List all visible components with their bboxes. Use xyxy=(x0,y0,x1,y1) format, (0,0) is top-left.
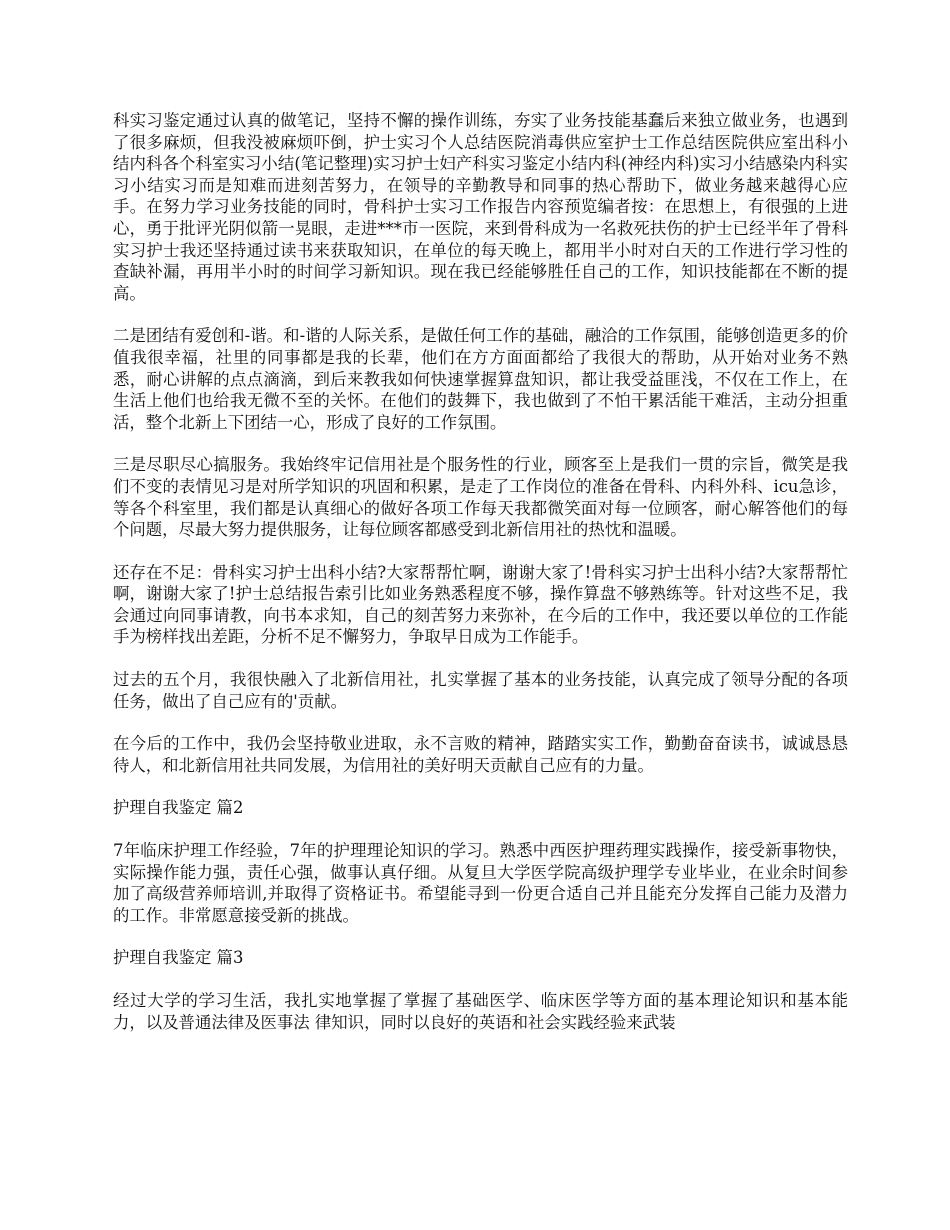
paragraph-2: 二是团结有爱创和-谐。和-谐的人际关系，是做任何工作的基础，融洽的工作氛围，能够创造更多的价值我很幸福，社里的同事都是我的长辈，他们在方方面面都给了我很大的帮助，从开始对业务不熟悉，耐心讲解的点点滴滴，到后来教我如何快速掌握算盘知识，都让我受益匪浅，不仅在工作上，在生活上他们也给我无微不至的关怀。在他们的鼓舞下，我也做到了不怕干累活能干难活，主动分担重活，整个北新上下团结一心，形成了良好的工作氛围。 xyxy=(113,326,848,432)
section-heading-2: 护理自我鉴定 篇2 xyxy=(113,798,244,818)
paragraph-7: 7年临床护理工作经验，7年的护理理论知识的学习。熟悉中西医护理药理实践操作，接受新事物快，实际操作能力强，责任心强，做事认真仔细。从复旦大学医学院高级护理学专业毕业，在业余时间参加了高级营养师培训,并取得了资格证书。希望能寻到一份更合适自己并且能充分发挥自己能力及潜力的工作。非常愿意接受新的挑战。 xyxy=(113,841,848,925)
paragraph-8: 经过大学的学习生活，我扎实地掌握了掌握了基础医学、临床医学等方面的基本理论知识和基本能力，以及普通法律及医事法 律知识，同时以良好的英语和社会实践经验来武装 xyxy=(113,991,848,1032)
paragraph-4: 还存在不足：骨科实习护士出科小结?大家帮帮忙啊，谢谢大家了!骨科实习护士出科小结?大家帮帮忙啊，谢谢大家了!护士总结报告索引比如业务熟悉程度不够，操作算盘不够熟练等。针对这些不足，我会通过向同事请教，向书本求知，自己的刻苦努力来弥补，在今后的工作中，我还要以单位的工作能手为榜样找出差距，分析不足不懈努力，争取早日成为工作能手。 xyxy=(113,562,848,647)
paragraph-3: 三是尽职尽心搞服务。我始终牢记信用社是个服务性的行业，顾客至上是我们一贯的宗旨，微笑是我们不变的表情见习是对所学知识的巩固和积累，是走了工作岗位的准备在骨科、内科外科、icu急诊，等各个科室里，我们都是认真细心的做好各项工作每天我都微笑面对每一位顾客，耐心解答他们的每个问题，尽最大努力提供服务，让每位顾客都感受到北新信用社的热忱和温暖。 xyxy=(113,455,848,540)
paragraph-5: 过去的五个月，我很快融入了北新信用社，扎实掌握了基本的业务技能，认真完成了领导分配的各项任务，做出了自己应有的'贡献。 xyxy=(113,670,848,711)
section-heading-3: 护理自我鉴定 篇3 xyxy=(113,948,244,968)
document-body xyxy=(113,110,848,1054)
paragraph-1: 科实习鉴定通过认真的做笔记，坚持不懈的操作训练，夯实了业务技能基蠢后来独立做业务，也遇到了很多麻烦，但我没被麻烦吓倒，护士实习个人总结医院消毒供应室护士工作总结医院供应室出科小结内科各个科室实习小结(笔记整理)实习护士妇产科实习鉴定小结内科(神经内科)实习小结感染内科实习小结实习而是知难而进刻苦努力，在领导的辛勤教导和同事的热心帮助下，做业务越来越得心应手。在努力学习业务技能的同时，骨科护士实习工作报告内容预览编者按：在思想上，有很强的上进心，勇于批评光阴似箭一晃眼，走进***市一医院，来到骨科成为一名救死扶伤的护士已经半年了骨科实习护士我还坚持通过读书来获取知识，在单位的每天晚上，都用半小时对白天的工作进行学习性的查缺补漏，再用半小时的时间学习新知识。现在我已经能够胜任自己的工作，知识技能都在不断的提高。 xyxy=(113,111,848,303)
paragraph-6: 在今后的工作中，我仍会坚持敬业进取，永不言败的精神，踏踏实实工作，勤勤奋奋读书，诚诚恳恳待人，和北新信用社共同发展，为信用社的美好明天贡献自己应有的力量。 xyxy=(113,734,848,775)
